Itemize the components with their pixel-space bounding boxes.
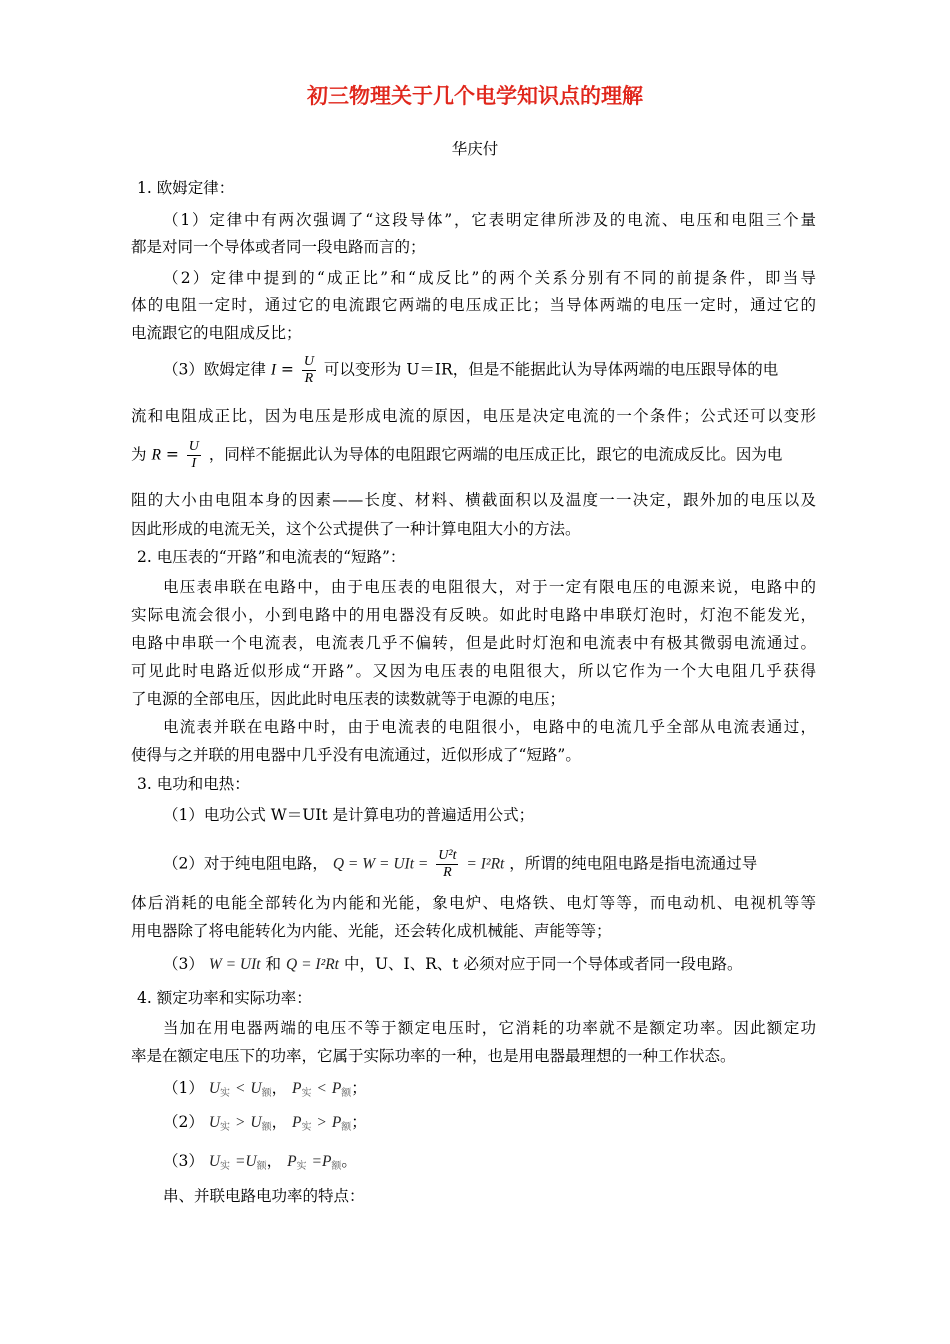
separator: 。 [341, 1152, 357, 1170]
power-condition-2 [163, 1111, 367, 1139]
paragraph-line: （2）定律中提到的“成正比”和“成反比”的两个关系分别有不同的前提条件，即当导 [163, 269, 816, 287]
formula-symbol: P [321, 1153, 332, 1170]
item-label: （3） [163, 1152, 204, 1170]
formula-operator: = [165, 445, 179, 464]
text-run: 可以变形为 U＝IR，但是不能据此认为导体两端的电压跟导体的电 [323, 360, 779, 379]
paragraph-line: 电流跟它的电阻成反比； [131, 324, 302, 342]
text-run: 中，U、I、R、t 必须对应于同一个导体或者同一段电路。 [343, 955, 743, 973]
paragraph-line: 阻的大小由电阻本身的因素——长度、材料、横截面积以及温度一一决定，跟外加的电压以及 [131, 491, 816, 509]
section-3-heading: 3. 电功和电热： [137, 775, 250, 793]
power-condition-1 [163, 1077, 367, 1105]
text-run: （3） [163, 955, 204, 973]
paragraph-line: 使得与之并联的用电器中几乎没有电流通过，近似形成了“短路”。 [131, 746, 581, 764]
ohm-law-formula-line [163, 354, 778, 387]
power-condition-3 [163, 1150, 357, 1178]
formula-symbol: U [250, 1080, 262, 1097]
formula-operator: = [311, 1153, 322, 1170]
fraction [302, 354, 316, 387]
text-run: （3）欧姆定律 [163, 360, 266, 379]
formula-expression: Q = I²Rt [286, 956, 339, 973]
paragraph-line: 都是对同一个导体或者同一段电路而言的； [131, 238, 426, 256]
formula-symbol: P [292, 1080, 302, 1097]
section-1-heading: 1. 欧姆定律： [137, 179, 235, 197]
formula-subscript: 额 [331, 1161, 342, 1172]
formula-operator: < [316, 1080, 327, 1097]
paragraph-line: 了电源的全部电压，因此此时电压表的读数就等于电源的电压； [131, 690, 566, 708]
fraction-denominator: R [443, 865, 452, 880]
text-run: 和 [265, 955, 282, 973]
separator: ； [351, 1079, 367, 1097]
paragraph-line: 因此形成的电流无关，这个公式提供了一种计算电阻大小的方法。 [131, 520, 581, 538]
formula-subscript: 实 [220, 1122, 231, 1133]
formula-symbol: U [250, 1114, 262, 1131]
paragraph-line: 电路中串联一个电流表，电流表几乎不偏转，但是此时灯泡和电流表中有极其微弱电流通过。 [131, 634, 816, 652]
section-4-heading: 4. 额定功率和实际功率： [137, 989, 312, 1007]
paragraph-line: 用电器除了将电能转化为内能、光能，还会转化成机械能、声能等等； [131, 922, 612, 940]
formula-subscript: 实 [296, 1161, 307, 1172]
item-label: （2） [163, 1113, 204, 1131]
item-label: （1） [163, 1079, 204, 1097]
paragraph-line: 可见此时电路近似形成“开路”。又因为电压表的电阻很大，所以它作为一个大电阻几乎获得 [131, 662, 816, 680]
fraction [436, 848, 458, 881]
separator: ， [271, 1113, 288, 1131]
fraction-numerator: U [303, 354, 314, 369]
formula-symbol: R [151, 446, 161, 464]
section-2-heading: 2. 电压表的“开路”和电流表的“短路”： [137, 548, 406, 566]
text-run: ，同样不能据此认为导体的电阻跟它两端的电压成正比，跟它的电流成反比。因为电 [208, 445, 783, 464]
paragraph-line: 体后消耗的电能全部转化为内能和光能，象电炉、电烙铁、电灯等等，而电动机、电视机等等 [131, 894, 816, 912]
separator: ； [351, 1113, 367, 1131]
formula-expression: Q = W = UIt = [332, 855, 429, 873]
formula-symbol: P [331, 1080, 342, 1097]
paragraph-line: （1）定律中有两次强调了“这段导体”，它表明定律所涉及的电流、电压和电阻三个量 [163, 211, 816, 229]
separator: ， [271, 1079, 288, 1097]
formula-subscript: 实 [301, 1122, 312, 1133]
formula-operator: > [234, 1114, 246, 1131]
formula-symbol: P [331, 1114, 342, 1131]
formula-expression: = I²Rt [466, 855, 505, 873]
formula-operator: = [234, 1153, 246, 1170]
fraction-denominator: I [191, 456, 197, 471]
paragraph-line: 体的电阻一定时，通过它的电流跟它两端的电压成正比；当导体两端的电压一定时，通过它的 [131, 296, 816, 314]
formula-operator: = [280, 360, 294, 379]
formula-symbol: U [208, 1153, 221, 1170]
paragraph-line: 电流表并联在电路中时，由于电流表的电阻很小，电路中的电流几乎全部从电流表通过， [163, 718, 816, 736]
fraction-denominator: R [304, 371, 314, 386]
document-title: 初三物理关于几个电学知识点的理解 [307, 83, 643, 108]
formula-subscript: 额 [341, 1088, 352, 1099]
paragraph-line: 实际电流会很小，小到电路中的用电器没有反映。如此时电路中串联灯泡时，灯泡不能发光， [131, 606, 816, 624]
formula-symbol: U [208, 1080, 221, 1097]
paragraph-line: 流和电阻成正比，因为电压是形成电流的原因，电压是决定电流的一个条件；公式还可以变形 [131, 407, 816, 425]
fraction-numerator: U²t [438, 848, 457, 863]
fraction-numerator: U [188, 439, 199, 454]
formula-subscript: 实 [220, 1088, 231, 1099]
paragraph-line: （1）电功公式 W＝UIt 是计算电功的普遍适用公式； [163, 806, 535, 824]
paragraph-line: 当加在用电器两端的电压不等于额定电压时，它消耗的功率就不是额定功率。因此额定功 [163, 1019, 816, 1037]
formula-symbol: U [245, 1153, 257, 1170]
formula-symbol: P [287, 1153, 297, 1170]
formula-scope-line [163, 953, 742, 976]
formula-subscript: 额 [341, 1122, 352, 1133]
formula-operator: > [316, 1114, 327, 1131]
formula-subscript: 额 [261, 1088, 272, 1099]
text-run: 为 [131, 445, 147, 464]
formula-symbol: U [208, 1114, 221, 1131]
author-name: 华庆付 [451, 140, 499, 158]
formula-expression: W = UIt [208, 956, 261, 973]
formula-subscript: 实 [301, 1088, 312, 1099]
formula-subscript: 实 [220, 1161, 231, 1172]
paragraph-line: 串、并联电路电功率的特点： [163, 1187, 365, 1205]
formula-symbol: P [292, 1114, 302, 1131]
text-run: （2）对于纯电阻电路， [163, 854, 328, 873]
formula-operator: < [234, 1080, 246, 1097]
resistance-formula-line [131, 439, 782, 472]
fraction [187, 439, 201, 472]
paragraph-line: 率是在额定电压下的功率，它属于实际功率的一种，也是用电器最理想的一种工作状态。 [131, 1047, 736, 1065]
text-run: ，所谓的纯电阻电路是指电流通过导 [509, 854, 758, 873]
formula-subscript: 额 [256, 1161, 267, 1172]
separator: ， [266, 1152, 283, 1170]
formula-subscript: 额 [261, 1122, 272, 1133]
electric-heat-formula-line [163, 848, 757, 881]
paragraph-line: 电压表串联在电路中，由于电压表的电阻很大，对于一定有限电压的电源来说，电路中的 [163, 578, 816, 596]
formula-symbol: I [270, 361, 276, 379]
